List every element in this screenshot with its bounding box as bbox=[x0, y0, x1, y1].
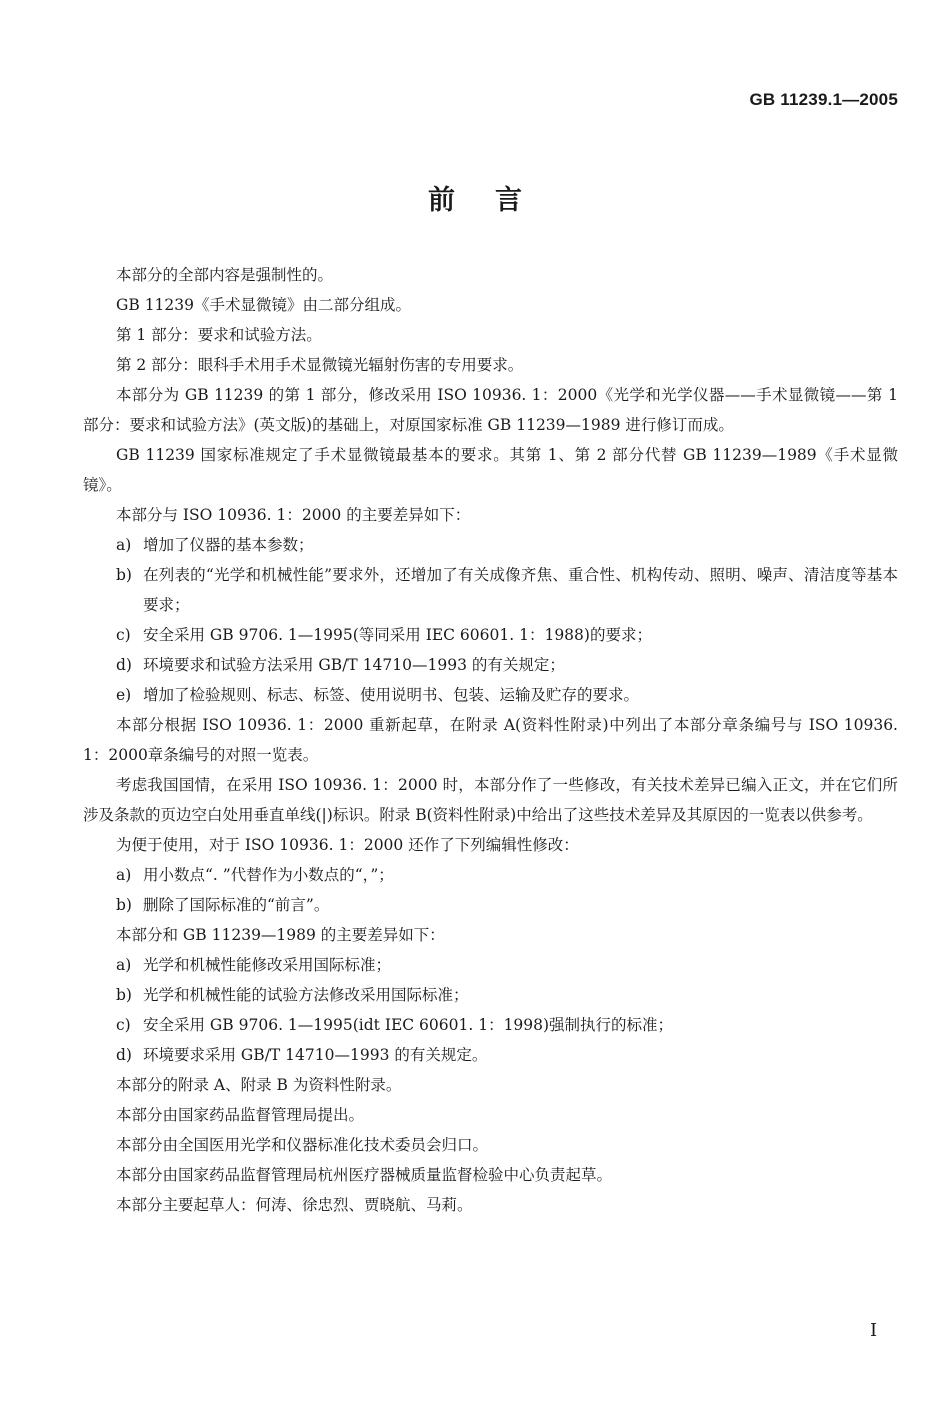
list-marker: c) bbox=[116, 1016, 131, 1034]
list-text: 安全采用 GB 9706. 1—1995(等同采用 IEC 60601. 1：1988)的要求； bbox=[143, 626, 652, 644]
paragraph: 为便于使用，对于 ISO 10936. 1：2000 还作了下列编辑性修改： bbox=[116, 836, 579, 854]
paragraph: 第 1 部分：要求和试验方法。 bbox=[116, 326, 322, 344]
list-marker: d) bbox=[116, 656, 132, 674]
list-item bbox=[83, 530, 898, 560]
list-marker: e) bbox=[116, 686, 132, 704]
list-item bbox=[83, 1040, 898, 1070]
paragraph: 本部分由国家药品监督管理局提出。 bbox=[116, 1106, 365, 1124]
paragraph: 本部分根据 ISO 10936. 1：2000 重新起草，在附录 A(资料性附录)中列出了本部分章条编号与 ISO 10936. 1：2000章条编号的对照一览表。 bbox=[83, 716, 898, 764]
list-item bbox=[83, 560, 898, 620]
list-marker: b) bbox=[116, 896, 132, 914]
paragraph: GB 11239 国家标准规定了手术显微镜最基本的要求。其第 1、第 2 部分代替 GB 11239—1989《手术显微镜》。 bbox=[83, 446, 898, 494]
list-text: 环境要求和试验方法采用 GB/T 14710—1993 的有关规定； bbox=[143, 656, 565, 674]
list-item bbox=[83, 950, 898, 980]
page-title: 前言 bbox=[428, 185, 562, 216]
paragraph: 考虑我国国情，在采用 ISO 10936. 1：2000 时，本部分作了一些修改，有关技术差异已编入正文，并在它们所涉及条款的页边空白处用垂直单线(|)标识。附录 B(资料性附录)中给出了这些技术差异及其原因的一览表以供参考。 bbox=[83, 776, 898, 824]
list-marker: a) bbox=[116, 956, 132, 974]
paragraph: 本部分由国家药品监督管理局杭州医疗器械质量监督检验中心负责起草。 bbox=[116, 1166, 613, 1184]
page-number: I bbox=[870, 1320, 878, 1341]
paragraph: 本部分主要起草人：何涛、徐忠烈、贾晓航、马莉。 bbox=[116, 1196, 473, 1214]
paragraph: 本部分与 ISO 10936. 1：2000 的主要差异如下： bbox=[116, 506, 471, 524]
list-text: 删除了国际标准的“前言”。 bbox=[143, 896, 330, 914]
list-text: 增加了检验规则、标志、标签、使用说明书、包装、运输及贮存的要求。 bbox=[143, 686, 640, 704]
list-text: 光学和机械性能的试验方法修改采用国际标准； bbox=[143, 986, 469, 1004]
paragraph: GB 11239《手术显微镜》由二部分组成。 bbox=[116, 296, 412, 314]
list-marker: c) bbox=[116, 626, 131, 644]
list-text: 环境要求采用 GB/T 14710—1993 的有关规定。 bbox=[143, 1046, 488, 1064]
list-item bbox=[83, 890, 898, 920]
list-text: 用小数点“. ”代替作为小数点的“，”； bbox=[143, 866, 394, 884]
list-text: 光学和机械性能修改采用国际标准； bbox=[143, 956, 392, 974]
foreword-body bbox=[83, 260, 898, 1220]
paragraph: 本部分的附录 A、附录 B 为资料性附录。 bbox=[116, 1076, 402, 1094]
list-item bbox=[83, 650, 898, 680]
standard-code: GB 11239.1—2005 bbox=[749, 90, 898, 109]
list-marker: d) bbox=[116, 1046, 132, 1064]
paragraph: 第 2 部分：眼科手术用手术显微镜光辐射伤害的专用要求。 bbox=[116, 356, 524, 374]
list-text: 安全采用 GB 9706. 1—1995(idt IEC 60601. 1：1998)强制执行的标准； bbox=[143, 1016, 674, 1034]
list-item bbox=[83, 860, 898, 890]
list-item bbox=[83, 680, 898, 710]
list-marker: b) bbox=[116, 986, 132, 1004]
paragraph: 本部分的全部内容是强制性的。 bbox=[116, 266, 334, 284]
list-marker: a) bbox=[116, 866, 132, 884]
list-item bbox=[83, 980, 898, 1010]
list-marker: a) bbox=[116, 536, 132, 554]
list-item bbox=[83, 1010, 898, 1040]
list-text: 在列表的“光学和机械性能”要求外，还增加了有关成像齐焦、重合性、机构传动、照明、噪声、清洁度等基本要求； bbox=[143, 566, 898, 614]
list-text: 增加了仪器的基本参数； bbox=[143, 536, 314, 554]
list-marker: b) bbox=[116, 566, 132, 584]
list-item bbox=[83, 620, 898, 650]
paragraph: 本部分为 GB 11239 的第 1 部分，修改采用 ISO 10936. 1：2000《光学和光学仪器——手术显微镜——第 1 部分：要求和试验方法》(英文版)的基础上，对原国家标准 GB 11239—1989 进行修订而成。 bbox=[83, 386, 898, 434]
paragraph: 本部分由全国医用光学和仪器标准化技术委员会归口。 bbox=[116, 1136, 489, 1154]
paragraph: 本部分和 GB 11239—1989 的主要差异如下： bbox=[116, 926, 445, 944]
